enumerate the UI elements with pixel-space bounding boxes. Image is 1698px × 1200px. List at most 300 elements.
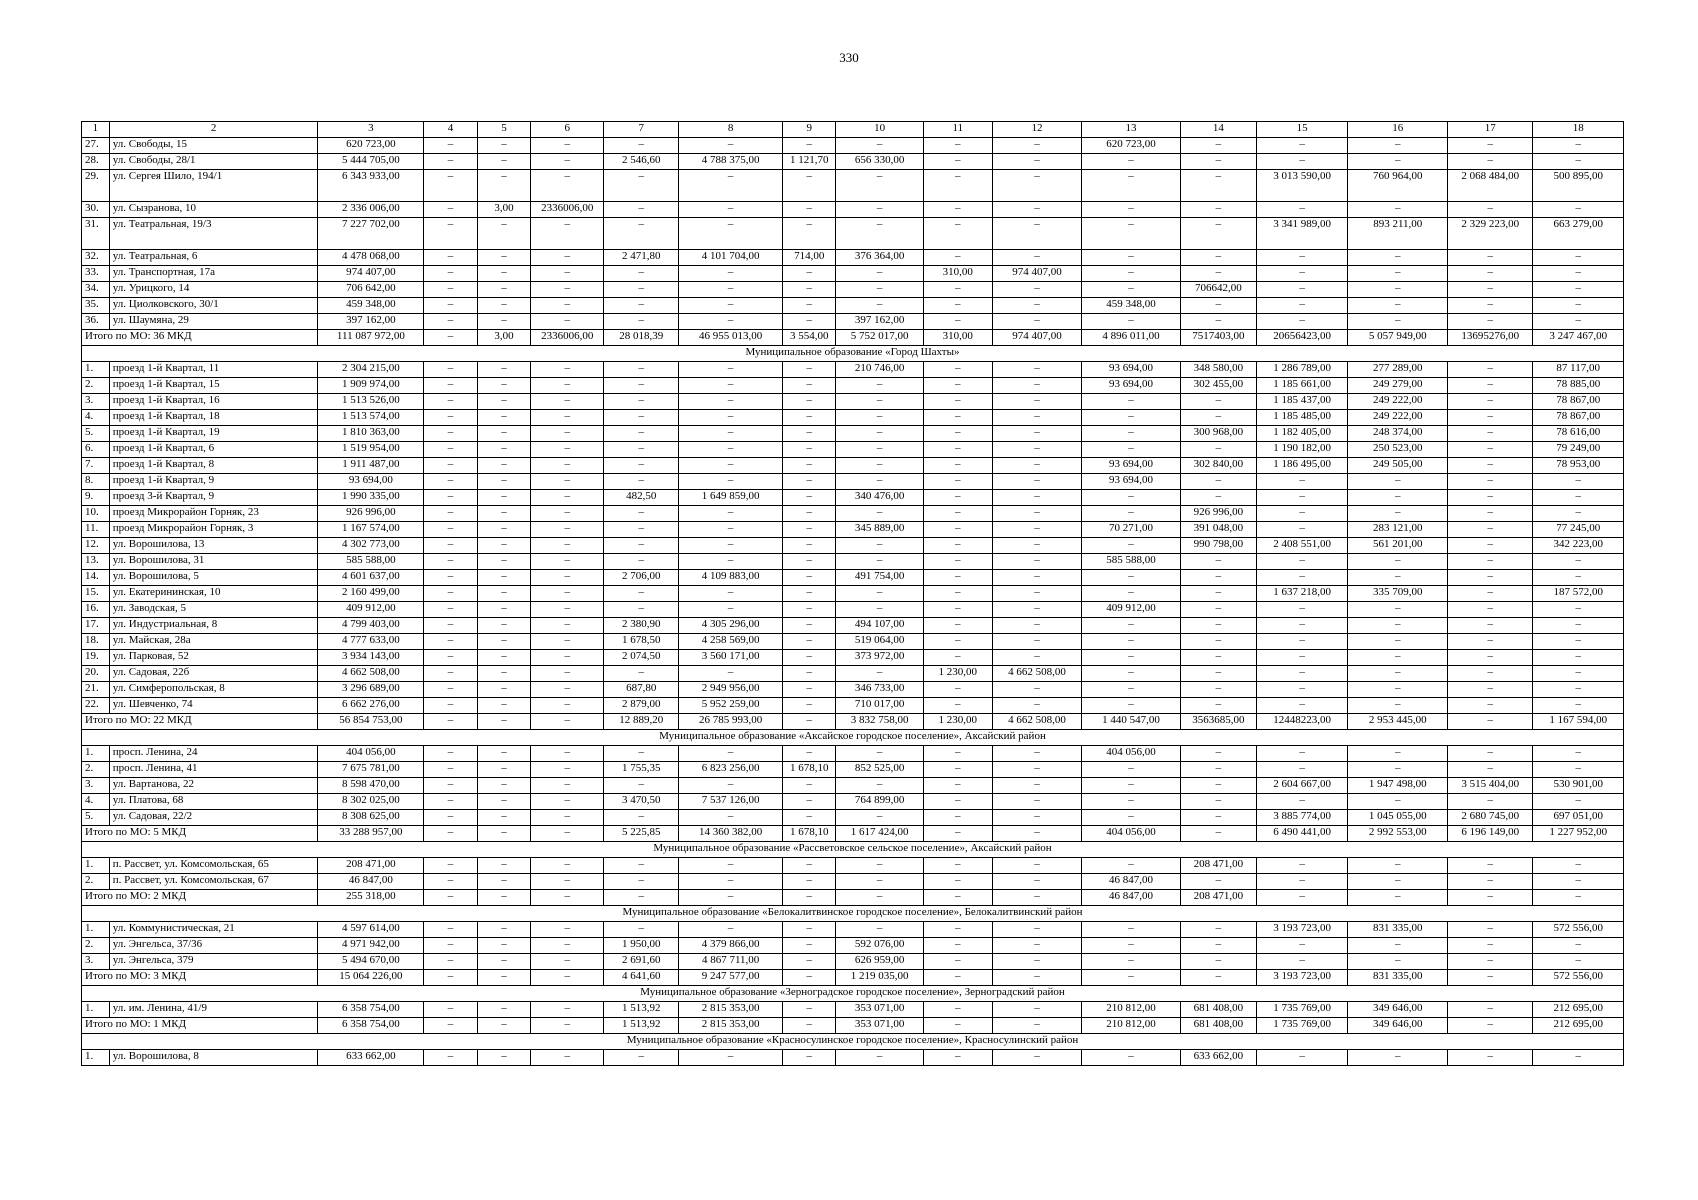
value-cell: – xyxy=(477,394,530,410)
column-number: 5 xyxy=(477,122,530,138)
value-cell: 1 947 498,00 xyxy=(1348,778,1448,794)
value-cell: – xyxy=(783,266,836,282)
value-cell: – xyxy=(604,138,679,154)
value-cell: 335 709,00 xyxy=(1348,586,1448,602)
total-cell: 5 225,85 xyxy=(604,826,679,842)
value-cell: – xyxy=(1082,506,1181,522)
value-cell: 3 885 774,00 xyxy=(1256,810,1347,826)
value-cell: – xyxy=(1180,778,1256,794)
value-cell: 1 637 218,00 xyxy=(1256,586,1347,602)
value-cell: 760 964,00 xyxy=(1348,170,1448,202)
value-cell: – xyxy=(424,426,477,442)
value-cell: 7 675 781,00 xyxy=(318,762,424,778)
value-cell: 4 799 403,00 xyxy=(318,618,424,634)
value-cell: 1 185 485,00 xyxy=(1256,410,1347,426)
value-cell: – xyxy=(1533,858,1624,874)
column-number: 2 xyxy=(109,122,318,138)
value-cell: – xyxy=(1082,394,1181,410)
value-cell: – xyxy=(531,762,604,778)
value-cell: 249 505,00 xyxy=(1348,458,1448,474)
value-cell: – xyxy=(1533,666,1624,682)
value-cell: – xyxy=(1348,698,1448,714)
value-cell: 212 695,00 xyxy=(1533,1002,1624,1018)
address-cell: ул. Сызранова, 10 xyxy=(109,202,318,218)
value-cell: – xyxy=(1256,202,1347,218)
value-cell: – xyxy=(992,314,1081,330)
section-header-row xyxy=(82,1034,1624,1050)
value-cell: – xyxy=(1348,506,1448,522)
value-cell: – xyxy=(679,506,783,522)
value-cell: – xyxy=(1082,634,1181,650)
value-cell: – xyxy=(1082,618,1181,634)
address-cell: ул. Урицкого, 14 xyxy=(109,282,318,298)
value-cell: 764 899,00 xyxy=(836,794,923,810)
value-cell: – xyxy=(923,746,992,762)
value-cell: 208 471,00 xyxy=(318,858,424,874)
value-cell: – xyxy=(1180,954,1256,970)
value-cell: – xyxy=(1180,938,1256,954)
value-cell: – xyxy=(1180,666,1256,682)
value-cell: – xyxy=(1256,698,1347,714)
value-cell: 78 867,00 xyxy=(1533,394,1624,410)
total-cell: – xyxy=(424,826,477,842)
value-cell: – xyxy=(1348,282,1448,298)
value-cell: – xyxy=(783,522,836,538)
value-cell: – xyxy=(992,778,1081,794)
value-cell: 2 949 956,00 xyxy=(679,682,783,698)
value-cell: – xyxy=(1448,282,1533,298)
value-cell: 7 537 126,00 xyxy=(679,794,783,810)
value-cell: – xyxy=(1256,602,1347,618)
value-cell: – xyxy=(531,570,604,586)
value-cell: – xyxy=(923,778,992,794)
total-row xyxy=(82,1018,1624,1034)
value-cell: – xyxy=(836,666,923,682)
value-cell: 852 525,00 xyxy=(836,762,923,778)
value-cell: – xyxy=(1082,762,1181,778)
value-cell: – xyxy=(1180,138,1256,154)
value-cell: – xyxy=(477,954,530,970)
value-cell: – xyxy=(679,810,783,826)
column-number: 18 xyxy=(1533,122,1624,138)
value-cell: – xyxy=(604,282,679,298)
value-cell: – xyxy=(1533,202,1624,218)
value-cell: – xyxy=(1256,298,1347,314)
total-label: Итого по МО: 1 МКД xyxy=(82,1018,318,1034)
value-cell: – xyxy=(477,506,530,522)
value-cell: – xyxy=(1256,138,1347,154)
value-cell: – xyxy=(1256,570,1347,586)
value-cell: – xyxy=(1180,570,1256,586)
value-cell: 376 364,00 xyxy=(836,250,923,266)
value-cell: – xyxy=(1256,858,1347,874)
value-cell: – xyxy=(1448,922,1533,938)
value-cell: – xyxy=(531,394,604,410)
total-cell: 46 955 013,00 xyxy=(679,330,783,346)
value-cell: – xyxy=(604,522,679,538)
value-cell: – xyxy=(1180,618,1256,634)
value-cell: – xyxy=(424,458,477,474)
value-cell: 78 867,00 xyxy=(1533,410,1624,426)
value-cell: – xyxy=(1533,154,1624,170)
value-cell: – xyxy=(1348,474,1448,490)
value-cell: 78 953,00 xyxy=(1533,458,1624,474)
value-cell: – xyxy=(531,1002,604,1018)
value-cell: – xyxy=(992,698,1081,714)
row-index: 2. xyxy=(82,874,110,890)
value-cell: 4 379 866,00 xyxy=(679,938,783,954)
row-index: 22. xyxy=(82,698,110,714)
total-cell: – xyxy=(783,1018,836,1034)
address-cell: ул. Свободы, 15 xyxy=(109,138,318,154)
value-cell: – xyxy=(477,250,530,266)
table-row xyxy=(82,586,1624,602)
value-cell: 78 616,00 xyxy=(1533,426,1624,442)
value-cell: 302 840,00 xyxy=(1180,458,1256,474)
table-row xyxy=(82,522,1624,538)
value-cell: 4 971 942,00 xyxy=(318,938,424,954)
value-cell: 2 408 551,00 xyxy=(1256,538,1347,554)
value-cell: – xyxy=(424,602,477,618)
value-cell: 409 912,00 xyxy=(1082,602,1181,618)
value-cell: 482,50 xyxy=(604,490,679,506)
value-cell: – xyxy=(923,586,992,602)
value-cell: – xyxy=(923,218,992,250)
value-cell: – xyxy=(424,1002,477,1018)
value-cell: – xyxy=(1180,682,1256,698)
value-cell: 1 182 405,00 xyxy=(1256,426,1347,442)
value-cell: – xyxy=(424,250,477,266)
value-cell: – xyxy=(992,618,1081,634)
value-cell: – xyxy=(1082,650,1181,666)
value-cell: – xyxy=(424,1050,477,1066)
value-cell: 4 662 508,00 xyxy=(992,666,1081,682)
value-cell: – xyxy=(1180,442,1256,458)
table-row xyxy=(82,282,1624,298)
total-cell: 56 854 753,00 xyxy=(318,714,424,730)
value-cell: – xyxy=(1180,154,1256,170)
address-cell: ул. Циолковского, 30/1 xyxy=(109,298,318,314)
total-cell: – xyxy=(923,826,992,842)
value-cell: – xyxy=(424,554,477,570)
value-cell: – xyxy=(531,458,604,474)
value-cell: – xyxy=(1348,154,1448,170)
value-cell: – xyxy=(424,650,477,666)
total-cell: 15 064 226,00 xyxy=(318,970,424,986)
value-cell: 187 572,00 xyxy=(1533,586,1624,602)
value-cell: – xyxy=(1256,794,1347,810)
value-cell: 974 407,00 xyxy=(318,266,424,282)
value-cell: – xyxy=(1082,442,1181,458)
value-cell: 46 847,00 xyxy=(318,874,424,890)
value-cell: – xyxy=(531,858,604,874)
value-cell: – xyxy=(424,778,477,794)
value-cell: 210 746,00 xyxy=(836,362,923,378)
value-cell: – xyxy=(477,378,530,394)
value-cell: – xyxy=(604,378,679,394)
value-cell: 893 211,00 xyxy=(1348,218,1448,250)
address-cell: ул. Театральная, 19/3 xyxy=(109,218,318,250)
table-row xyxy=(82,490,1624,506)
value-cell: – xyxy=(1533,794,1624,810)
table-row xyxy=(82,458,1624,474)
value-cell: 349 646,00 xyxy=(1348,1002,1448,1018)
value-cell: – xyxy=(1533,682,1624,698)
value-cell: – xyxy=(477,538,530,554)
value-cell: – xyxy=(477,1050,530,1066)
value-cell: – xyxy=(1256,314,1347,330)
value-cell: 348 580,00 xyxy=(1180,362,1256,378)
value-cell: 8 302 025,00 xyxy=(318,794,424,810)
total-cell: 26 785 993,00 xyxy=(679,714,783,730)
table-row xyxy=(82,570,1624,586)
total-cell: 9 247 577,00 xyxy=(679,970,783,986)
value-cell: 210 812,00 xyxy=(1082,1002,1181,1018)
value-cell: – xyxy=(923,682,992,698)
value-cell: 342 223,00 xyxy=(1533,538,1624,554)
value-cell: 310,00 xyxy=(923,266,992,282)
value-cell: – xyxy=(1533,506,1624,522)
value-cell: – xyxy=(1082,698,1181,714)
value-cell: 2 380,90 xyxy=(604,618,679,634)
value-cell: – xyxy=(1082,154,1181,170)
total-cell: 1 227 952,00 xyxy=(1533,826,1624,842)
total-cell: 310,00 xyxy=(923,330,992,346)
value-cell: – xyxy=(1448,858,1533,874)
row-index: 1. xyxy=(82,362,110,378)
address-cell: ул. Театральная, 6 xyxy=(109,250,318,266)
value-cell: – xyxy=(477,474,530,490)
value-cell: – xyxy=(783,362,836,378)
value-cell: – xyxy=(604,810,679,826)
address-cell: проезд 1-й Квартал, 15 xyxy=(109,378,318,394)
value-cell: 4 305 296,00 xyxy=(679,618,783,634)
value-cell: 620 723,00 xyxy=(318,138,424,154)
total-cell: 681 408,00 xyxy=(1180,1018,1256,1034)
value-cell: – xyxy=(1533,266,1624,282)
value-cell: 1 990 335,00 xyxy=(318,490,424,506)
value-cell: – xyxy=(836,218,923,250)
value-cell: – xyxy=(923,602,992,618)
total-cell: 12448223,00 xyxy=(1256,714,1347,730)
value-cell: – xyxy=(836,586,923,602)
value-cell: – xyxy=(1533,314,1624,330)
value-cell: – xyxy=(1348,938,1448,954)
section-header-row xyxy=(82,346,1624,362)
value-cell: 926 996,00 xyxy=(1180,506,1256,522)
total-cell: – xyxy=(783,970,836,986)
total-row xyxy=(82,330,1624,346)
section-title: Муниципальное образование «Белокалитвинское городское поселение», Белокалитвинский район xyxy=(82,906,1624,922)
value-cell: – xyxy=(923,874,992,890)
value-cell: 2 706,00 xyxy=(604,570,679,586)
value-cell: – xyxy=(679,202,783,218)
value-cell: – xyxy=(783,858,836,874)
total-cell: – xyxy=(836,890,923,906)
value-cell: – xyxy=(1256,746,1347,762)
value-cell: – xyxy=(1180,474,1256,490)
value-cell: 70 271,00 xyxy=(1082,522,1181,538)
value-cell: – xyxy=(783,554,836,570)
value-cell: – xyxy=(992,298,1081,314)
total-cell: – xyxy=(424,1018,477,1034)
table-row xyxy=(82,682,1624,698)
value-cell: – xyxy=(923,506,992,522)
value-cell: – xyxy=(604,442,679,458)
value-cell: – xyxy=(923,1050,992,1066)
value-cell: – xyxy=(836,474,923,490)
value-cell: 93 694,00 xyxy=(1082,378,1181,394)
value-cell: 633 662,00 xyxy=(318,1050,424,1066)
value-cell: – xyxy=(1256,154,1347,170)
value-cell: 459 348,00 xyxy=(1082,298,1181,314)
value-cell: – xyxy=(604,858,679,874)
value-cell: – xyxy=(679,314,783,330)
value-cell: 277 289,00 xyxy=(1348,362,1448,378)
value-cell: – xyxy=(1348,266,1448,282)
value-cell: 5 952 259,00 xyxy=(679,698,783,714)
table-row xyxy=(82,746,1624,762)
value-cell: – xyxy=(1348,762,1448,778)
value-cell: – xyxy=(531,954,604,970)
value-cell: – xyxy=(1256,938,1347,954)
value-cell: – xyxy=(531,138,604,154)
section-title: Муниципальное образование «Зерноградское городское поселение», Зерноградский район xyxy=(82,986,1624,1002)
value-cell: – xyxy=(1533,954,1624,970)
value-cell: 2336006,00 xyxy=(531,202,604,218)
column-number-header xyxy=(82,122,1624,138)
total-cell: – xyxy=(1180,826,1256,842)
value-cell: 5 494 670,00 xyxy=(318,954,424,970)
value-cell: – xyxy=(1533,1050,1624,1066)
total-cell: – xyxy=(531,970,604,986)
value-cell: 530 901,00 xyxy=(1533,778,1624,794)
value-cell: – xyxy=(1256,762,1347,778)
total-cell: 6 490 441,00 xyxy=(1256,826,1347,842)
value-cell: – xyxy=(424,506,477,522)
value-cell: – xyxy=(531,362,604,378)
value-cell: – xyxy=(1348,874,1448,890)
value-cell: – xyxy=(1256,266,1347,282)
value-cell: 93 694,00 xyxy=(1082,474,1181,490)
section-header-row xyxy=(82,730,1624,746)
value-cell: – xyxy=(1448,458,1533,474)
value-cell: 1 045 055,00 xyxy=(1348,810,1448,826)
address-cell: проезд 1-й Квартал, 11 xyxy=(109,362,318,378)
value-cell: – xyxy=(783,698,836,714)
value-cell: – xyxy=(992,426,1081,442)
row-index: 2. xyxy=(82,762,110,778)
total-cell: – xyxy=(604,890,679,906)
value-cell: 626 959,00 xyxy=(836,954,923,970)
value-cell: – xyxy=(477,218,530,250)
value-cell: – xyxy=(1082,250,1181,266)
value-cell: – xyxy=(1448,1050,1533,1066)
section-title: Муниципальное образование «Красносулинское городское поселение», Красносулинский район xyxy=(82,1034,1624,1050)
value-cell: – xyxy=(783,650,836,666)
column-number: 12 xyxy=(992,122,1081,138)
value-cell: – xyxy=(424,810,477,826)
value-cell: – xyxy=(1180,874,1256,890)
value-cell: – xyxy=(1533,282,1624,298)
value-cell: – xyxy=(1180,554,1256,570)
value-cell: – xyxy=(1180,794,1256,810)
value-cell: – xyxy=(604,218,679,250)
value-cell: 500 895,00 xyxy=(1533,170,1624,202)
value-cell: – xyxy=(679,1050,783,1066)
value-cell: – xyxy=(923,922,992,938)
total-cell: 13695276,00 xyxy=(1448,330,1533,346)
value-cell: – xyxy=(836,458,923,474)
value-cell: – xyxy=(783,218,836,250)
value-cell: – xyxy=(477,794,530,810)
total-cell: 404 056,00 xyxy=(1082,826,1181,842)
value-cell: – xyxy=(531,474,604,490)
value-cell: – xyxy=(1082,938,1181,954)
row-index: 1. xyxy=(82,922,110,938)
total-cell: 572 556,00 xyxy=(1533,970,1624,986)
value-cell: – xyxy=(1082,586,1181,602)
total-label: Итого по МО: 2 МКД xyxy=(82,890,318,906)
value-cell: – xyxy=(679,442,783,458)
value-cell: – xyxy=(679,522,783,538)
row-index: 6. xyxy=(82,442,110,458)
value-cell: – xyxy=(531,442,604,458)
row-index: 27. xyxy=(82,138,110,154)
total-cell: 4 641,60 xyxy=(604,970,679,986)
total-cell: – xyxy=(424,714,477,730)
address-cell: ул. Ворошилова, 5 xyxy=(109,570,318,586)
table-row xyxy=(82,170,1624,202)
table-row xyxy=(82,698,1624,714)
value-cell: – xyxy=(992,762,1081,778)
value-cell: – xyxy=(531,426,604,442)
value-cell: 249 222,00 xyxy=(1348,410,1448,426)
value-cell: 3 560 171,00 xyxy=(679,650,783,666)
value-cell: – xyxy=(424,154,477,170)
value-cell: 6 358 754,00 xyxy=(318,1002,424,1018)
value-cell: – xyxy=(477,282,530,298)
total-cell: 5 752 017,00 xyxy=(836,330,923,346)
value-cell: – xyxy=(783,314,836,330)
value-cell: – xyxy=(1256,506,1347,522)
value-cell: – xyxy=(679,602,783,618)
value-cell: – xyxy=(1180,490,1256,506)
value-cell: – xyxy=(992,378,1081,394)
total-cell: 210 812,00 xyxy=(1082,1018,1181,1034)
value-cell: 2 336 006,00 xyxy=(318,202,424,218)
value-cell: – xyxy=(1448,570,1533,586)
value-cell: – xyxy=(783,810,836,826)
table-row xyxy=(82,474,1624,490)
value-cell: – xyxy=(1448,618,1533,634)
row-index: 15. xyxy=(82,586,110,602)
value-cell: – xyxy=(783,618,836,634)
total-cell: 1 219 035,00 xyxy=(836,970,923,986)
value-cell: – xyxy=(923,522,992,538)
value-cell: – xyxy=(1448,554,1533,570)
value-cell: – xyxy=(1348,490,1448,506)
value-cell: – xyxy=(1348,746,1448,762)
value-cell: 208 471,00 xyxy=(1180,858,1256,874)
address-cell: ул. Парковая, 52 xyxy=(109,650,318,666)
column-number: 13 xyxy=(1082,122,1181,138)
value-cell: – xyxy=(1180,634,1256,650)
value-cell: – xyxy=(477,154,530,170)
total-label: Итого по МО: 3 МКД xyxy=(82,970,318,986)
registry-table xyxy=(81,121,1624,1066)
value-cell: – xyxy=(1082,426,1181,442)
